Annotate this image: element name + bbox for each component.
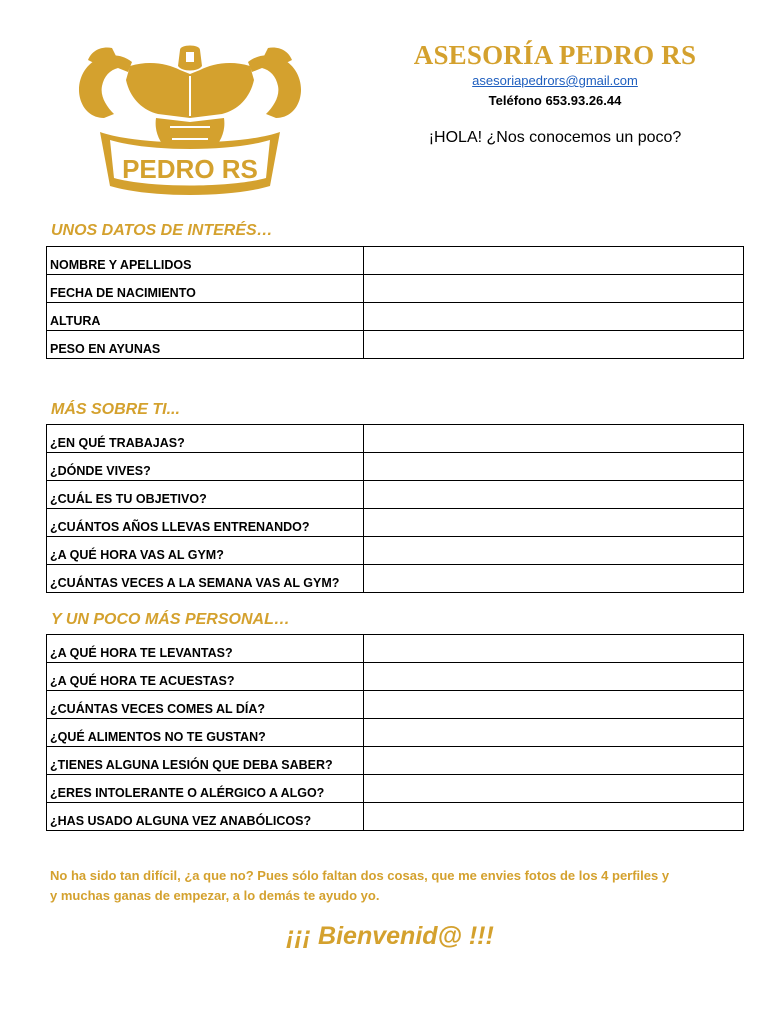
answer-field[interactable] [364, 509, 744, 537]
answer-field[interactable] [364, 425, 744, 453]
table-row [47, 509, 744, 537]
question-label: ¿EN QUÉ TRABAJAS? [47, 425, 364, 453]
closing-line-2: y muchas ganas de empezar, a lo demás te ayudo yo. [50, 888, 380, 903]
question-label: NOMBRE Y APELLIDOS [47, 247, 364, 275]
table-row [47, 565, 744, 593]
table-row [47, 719, 744, 747]
answer-field[interactable] [364, 331, 744, 359]
form-table-mas-sobre-ti [46, 424, 744, 593]
table-row [47, 635, 744, 663]
email-link[interactable]: asesoriapedrors@gmail.com [472, 73, 638, 88]
answer-field[interactable] [364, 303, 744, 331]
question-label: ¿TIENES ALGUNA LESIÓN QUE DEBA SABER? [47, 747, 364, 775]
question-label: PESO EN AYUNAS [47, 331, 364, 359]
question-label: ¿A QUÉ HORA VAS AL GYM? [47, 537, 364, 565]
table-row [47, 303, 744, 331]
closing-line-1: No ha sido tan difícil, ¿a que no? Pues sólo faltan dos cosas, que me envies fotos de los 4 perfiles y [50, 868, 670, 883]
table-row [47, 747, 744, 775]
answer-field[interactable] [364, 719, 744, 747]
question-label: ¿DÓNDE VIVES? [47, 453, 364, 481]
table-row [47, 425, 744, 453]
question-label: ¿QUÉ ALIMENTOS NO TE GUSTAN? [47, 719, 364, 747]
question-label: ¿CUÁNTAS VECES A LA SEMANA VAS AL GYM? [47, 565, 364, 593]
logo-text: PEDRO RS [122, 154, 258, 184]
section-title-mas-sobre-ti: MÁS SOBRE TI... [51, 401, 180, 418]
welcome-message: ¡¡¡ Bienvenid@ !!! [286, 922, 494, 950]
table-row [47, 453, 744, 481]
table-row [47, 331, 744, 359]
phone-text: Teléfono 653.93.26.44 [488, 93, 622, 108]
pedro-rs-logo [70, 36, 310, 198]
closing-paragraph [50, 866, 740, 906]
question-label: FECHA DE NACIMIENTO [47, 275, 364, 303]
answer-field[interactable] [364, 247, 744, 275]
table-row [47, 537, 744, 565]
question-label: ALTURA [47, 303, 364, 331]
question-label: ¿HAS USADO ALGUNA VEZ ANABÓLICOS? [47, 803, 364, 831]
question-label: ¿CUÁL ES TU OBJETIVO? [47, 481, 364, 509]
answer-field[interactable] [364, 691, 744, 719]
question-label: ¿ERES INTOLERANTE O ALÉRGICO A ALGO? [47, 775, 364, 803]
table-row [47, 247, 744, 275]
answer-field[interactable] [364, 635, 744, 663]
table-row [47, 775, 744, 803]
question-label: ¿CUÁNTOS AÑOS LLEVAS ENTRENANDO? [47, 509, 364, 537]
answer-field[interactable] [364, 775, 744, 803]
form-table-personal [46, 634, 744, 831]
brand-title: ASESORÍA PEDRO RS [413, 40, 697, 70]
answer-field[interactable] [364, 803, 744, 831]
answer-field[interactable] [364, 537, 744, 565]
answer-field[interactable] [364, 747, 744, 775]
answer-field[interactable] [364, 663, 744, 691]
table-row [47, 275, 744, 303]
table-row [47, 663, 744, 691]
answer-field[interactable] [364, 275, 744, 303]
answer-field[interactable] [364, 453, 744, 481]
greeting: ¡HOLA! ¿Nos conocemos un poco? [428, 129, 682, 146]
table-row [47, 481, 744, 509]
answer-field[interactable] [364, 481, 744, 509]
question-label: ¿A QUÉ HORA TE ACUESTAS? [47, 663, 364, 691]
table-row [47, 803, 744, 831]
table-row [47, 691, 744, 719]
section-title-personal: Y UN POCO MÁS PERSONAL… [51, 611, 290, 628]
section-title-datos: UNOS DATOS DE INTERÉS… [51, 222, 273, 239]
question-label: ¿CUÁNTAS VECES COMES AL DÍA? [47, 691, 364, 719]
question-label: ¿A QUÉ HORA TE LEVANTAS? [47, 635, 364, 663]
answer-field[interactable] [364, 565, 744, 593]
form-table-datos [46, 246, 744, 359]
